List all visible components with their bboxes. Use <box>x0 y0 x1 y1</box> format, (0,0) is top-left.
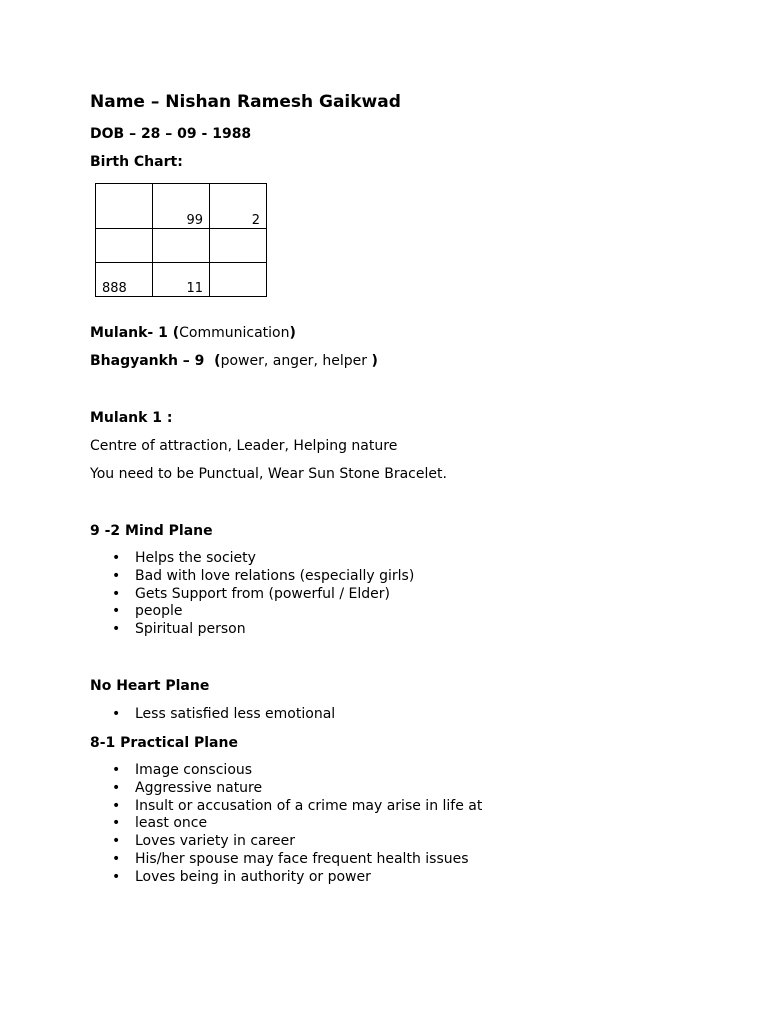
name-heading: Name – Nishan Ramesh Gaikwad <box>90 92 401 112</box>
list-item-text: His/her spouse may face frequent health issues <box>135 850 469 867</box>
list-item <box>90 550 414 568</box>
list-item <box>90 815 482 833</box>
heart-plane-list <box>90 706 335 724</box>
chart-cell <box>153 229 210 263</box>
list-item-text: Gets Support from (powerful / Elder) <box>135 585 391 602</box>
list-item-text: Spiritual person <box>135 621 246 638</box>
heart-plane-heading: No Heart Plane <box>90 678 210 694</box>
bullet-icon: • <box>112 567 121 584</box>
bullet-icon: • <box>112 762 121 778</box>
bullet-icon: • <box>112 621 121 638</box>
bullet-icon: • <box>112 779 121 796</box>
list-item-text: Aggressive nature <box>135 779 263 796</box>
list-item <box>90 833 482 851</box>
chart-cell: 888 <box>96 263 153 297</box>
mind-plane-heading: 9 -2 Mind Plane <box>90 523 213 539</box>
chart-row <box>96 184 267 229</box>
list-item <box>90 621 414 639</box>
list-item-text: Loves being in authority or power <box>135 868 371 885</box>
chart-cell: 2 <box>210 184 267 229</box>
mulank-line <box>90 325 296 341</box>
list-item <box>90 780 482 798</box>
list-item-text: Insult or accusation of a crime may arise in life at <box>135 797 483 814</box>
list-item <box>90 851 482 869</box>
list-item <box>90 568 414 586</box>
bullet-icon: • <box>112 815 121 832</box>
chart-row <box>96 263 267 297</box>
mulank-text-line: Centre of attraction, Leader, Helping nature <box>90 438 398 454</box>
chart-cell <box>210 263 267 297</box>
birth-chart-label: Birth Chart: <box>90 154 183 170</box>
bullet-icon: • <box>112 550 121 566</box>
list-item-text: least once <box>135 815 208 832</box>
practical-plane-heading: 8-1 Practical Plane <box>90 735 238 751</box>
bhagyankh-line <box>90 353 378 369</box>
chart-cell <box>96 229 153 263</box>
list-item <box>90 869 482 887</box>
list-item-text: Image conscious <box>135 762 253 778</box>
mulank-label: Mulank- 1 ( <box>90 325 180 341</box>
list-item <box>90 586 414 604</box>
bullet-icon: • <box>112 850 121 867</box>
bullet-icon: • <box>112 868 121 885</box>
bullet-icon: • <box>112 603 121 620</box>
bhagyankh-label: Bhagyankh – 9 ( <box>90 353 221 369</box>
list-item <box>90 603 414 621</box>
bullet-icon: • <box>112 797 121 814</box>
list-item-text: Bad with love relations (especially girls) <box>135 567 415 584</box>
dob-line: DOB – 28 – 09 - 1988 <box>90 126 252 142</box>
bullet-icon: • <box>112 706 121 722</box>
mulank-close: ) <box>289 325 296 341</box>
bullet-icon: • <box>112 585 121 602</box>
list-item <box>90 706 335 724</box>
chart-cell <box>210 229 267 263</box>
mind-plane-list <box>90 550 414 639</box>
list-item-text: Loves variety in career <box>135 833 296 850</box>
mulank-section-heading: Mulank 1 : <box>90 410 173 426</box>
practical-plane-list <box>90 762 482 887</box>
bhagyankh-close: ) <box>371 353 378 369</box>
list-item <box>90 798 482 816</box>
chart-cell <box>96 184 153 229</box>
bullet-icon: • <box>112 833 121 850</box>
list-item-text: people <box>135 603 183 620</box>
chart-cell: 11 <box>153 263 210 297</box>
birth-chart-grid <box>95 183 267 297</box>
chart-cell: 99 <box>153 184 210 229</box>
list-item-text: Less satisfied less emotional <box>135 706 336 722</box>
bhagyankh-meaning: power, anger, helper <box>220 353 372 369</box>
chart-row <box>96 229 267 263</box>
mulank-text-line: You need to be Punctual, Wear Sun Stone Bracelet. <box>90 466 447 482</box>
list-item-text: Helps the society <box>135 550 256 566</box>
list-item <box>90 762 482 780</box>
mulank-meaning: Communication <box>179 325 290 341</box>
